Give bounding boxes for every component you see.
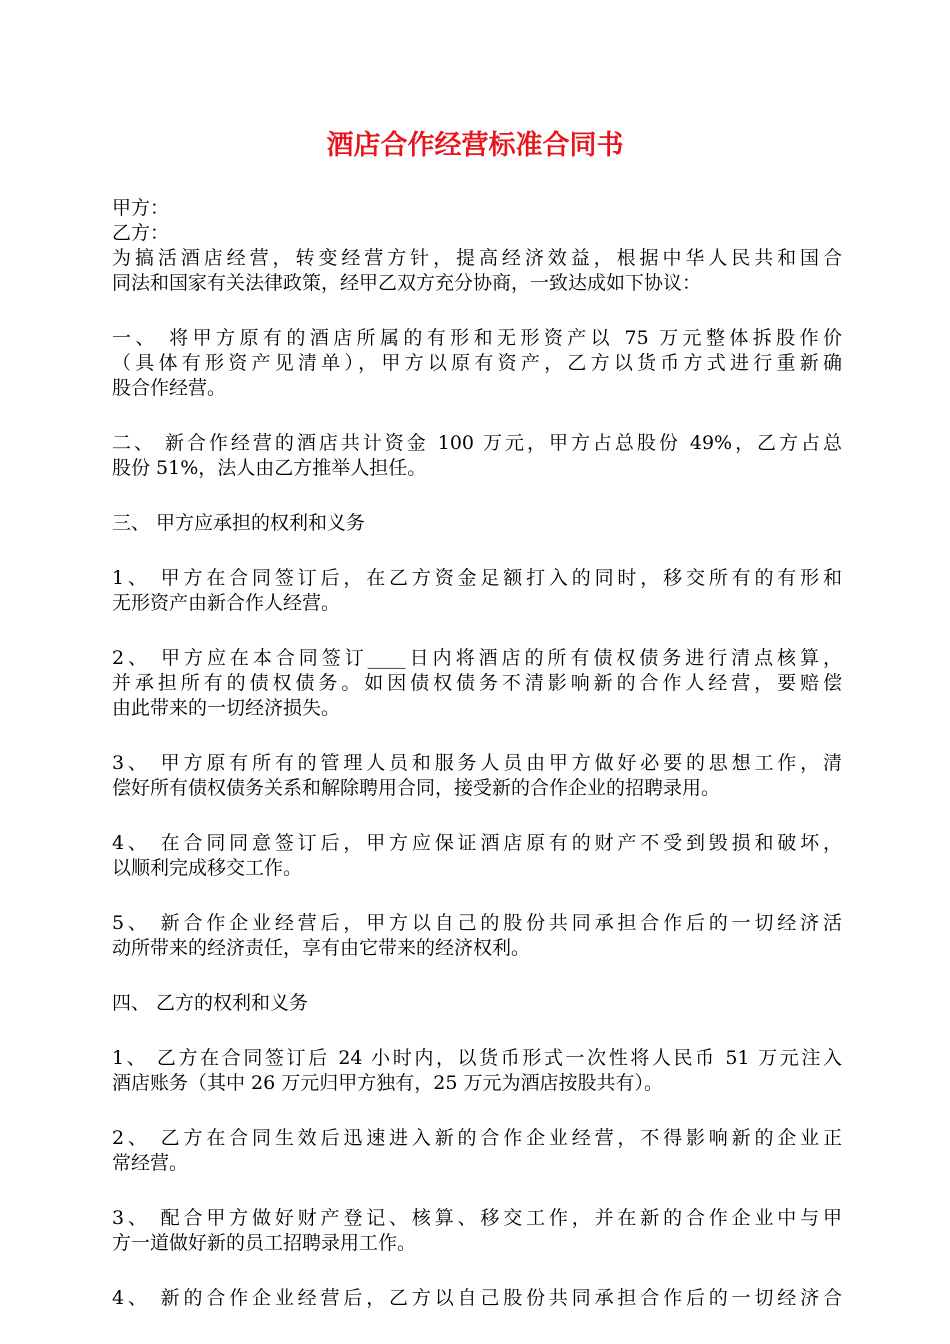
clause-2 [112,431,842,481]
clause-4-item-2 [112,1126,842,1176]
text-line: 4、 在合同同意签订后，甲方应保证酒店原有的财产不受到毁损和破坏， [112,832,842,854]
text-line: 2、 乙方在合同生效后迅速进入新的合作企业经营，不得影响新的企业正 [112,1127,842,1149]
text-line: 股份 51%，法人由乙方推举人担任。 [112,457,427,479]
clause-3-item-2 [112,646,842,721]
text-line: 同法和国家有关法律政策，经甲乙双方充分协商，一致达成如下协议： [112,272,702,294]
text-line: 1、 乙方在合同签订后 24 小时内，以货币形式一次性将人民币 51 万元注入 [112,1047,842,1069]
clause-3-item-4 [112,831,842,881]
text-line: 一、 将甲方原有的酒店所属的有形和无形资产以 75 万元整体拆股作价 [112,327,842,349]
clause-1 [112,326,842,401]
text-line: 为搞活酒店经营，转变经营方针，提高经济效益，根据中华人民共和国合 [112,247,842,269]
text-line: 酒店账务（其中 26 万元归甲方独有，25 万元为酒店按股共有）。 [112,1072,663,1094]
text-line: 并承担所有的债权债务。如因债权债务不清影响新的合作人经营，要赔偿 [112,672,842,694]
text-line: 动所带来的经济责任，享有由它带来的经济权利。 [112,937,531,959]
text-line: 5、 新合作企业经营后，甲方以自己的股份共同承担合作后的一切经济活 [112,912,842,934]
text-line: 由此带来的一切经济损失。 [112,697,341,719]
text-line: 偿好所有债权债务关系和解除聘用合同，接受新的合作企业的招聘录用。 [112,777,721,799]
text-line: 1、 甲方在合同签订后，在乙方资金足额打入的同时，移交所有的有形和 [112,567,842,589]
text-line: 以顺利完成移交工作。 [112,857,303,879]
clause-4-item-4 [112,1286,842,1311]
text-line: 方一道做好新的员工招聘录用工作。 [112,1232,417,1254]
clause-3-item-5 [112,911,842,961]
text-line: 3、 配合甲方做好财产登记、核算、移交工作，并在新的合作企业中与甲 [112,1207,842,1229]
text-line: 3、 甲方原有所有的管理人员和服务人员由甲方做好必要的思想工作，清 [112,752,842,774]
party-b-line: 乙方： [112,222,170,244]
clause-4-item-3 [112,1206,842,1256]
text-line: （具体有形资产见清单），甲方以原有资产，乙方以货币方式进行重新确 [112,352,842,374]
clause-4-heading: 四、 乙方的权利和义务 [112,992,309,1014]
text-line: 二、 新合作经营的酒店共计资金 100 万元，甲方占总股份 49%，乙方占总 [112,432,842,454]
text-line: 2、 甲方应在本合同签订____日内将酒店的所有债权债务进行清点核算， [112,647,842,669]
clause-3-item-1 [112,566,842,616]
document-title: 酒店合作经营标准合同书 [326,130,624,161]
text-line: 股合作经营。 [112,377,227,399]
clause-4-item-1 [112,1046,842,1096]
text-line: 无形资产由新合作人经营。 [112,592,341,614]
clause-3-heading: 三、 甲方应承担的权利和义务 [112,512,366,534]
party-a-line: 甲方： [112,197,170,219]
clause-3-item-3 [112,751,842,801]
text-line: 4、 新的合作企业经营后，乙方以自己股份共同承担合作后的一切经济合 [112,1287,842,1309]
text-line: 常经营。 [112,1152,189,1174]
preamble-paragraph [112,246,842,296]
document-body [112,196,842,1311]
